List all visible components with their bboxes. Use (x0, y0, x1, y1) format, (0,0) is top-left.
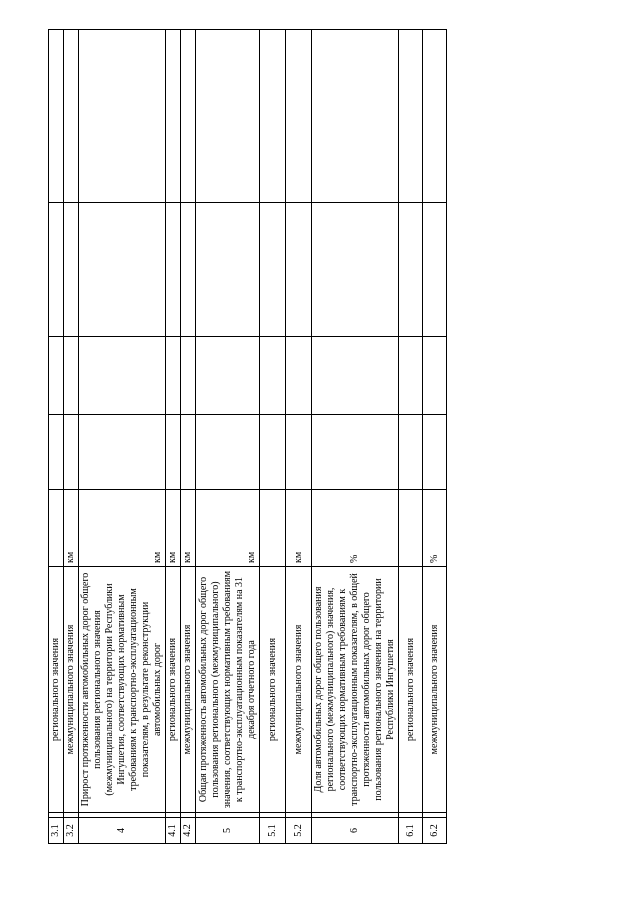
narrow-cell (181, 813, 196, 818)
indicator-name: Общая протяженность автомобильных дорог общего пользования регионального (межмуниципального) значения, соответствующих нормативным требованиям к транспортно-эксплуатационным показателям на 31 декабря отчетного года (196, 567, 260, 813)
unit-cell: км (64, 490, 79, 567)
value-cell (286, 337, 312, 415)
row-number: 4.1 (166, 818, 181, 844)
value-cell (49, 203, 64, 337)
unit-cell (399, 490, 423, 567)
table-row (423, 30, 447, 844)
unit-cell (260, 490, 286, 567)
row-number: 5.2 (286, 818, 312, 844)
narrow-cell (423, 813, 447, 818)
value-cell (79, 203, 166, 337)
value-cell (399, 415, 423, 490)
unit-cell: км (79, 490, 166, 567)
narrow-cell (286, 813, 312, 818)
value-cell (64, 203, 79, 337)
indicator-name: регионального значения (166, 567, 181, 813)
document-page (48, 30, 440, 844)
value-cell (166, 30, 181, 203)
value-cell (399, 203, 423, 337)
value-cell (49, 30, 64, 203)
indicator-name: регионального значения (49, 567, 64, 813)
indicator-name: межмуниципального значения (64, 567, 79, 813)
row-number: 6.1 (399, 818, 423, 844)
narrow-cell (166, 813, 181, 818)
value-cell (196, 30, 260, 203)
value-cell (286, 203, 312, 337)
value-cell (286, 30, 312, 203)
rotated-table-container (48, 30, 440, 844)
indicators-table (48, 29, 447, 844)
value-cell (312, 203, 399, 337)
narrow-cell (196, 813, 260, 818)
narrow-cell (49, 813, 64, 818)
table-row (64, 30, 79, 844)
table-row (79, 30, 166, 844)
value-cell (423, 337, 447, 415)
value-cell (196, 337, 260, 415)
narrow-cell (312, 813, 399, 818)
table-row (312, 30, 399, 844)
value-cell (166, 415, 181, 490)
row-number: 4.2 (181, 818, 196, 844)
value-cell (399, 337, 423, 415)
table-row (286, 30, 312, 844)
value-cell (399, 30, 423, 203)
indicator-name: регионального значения (399, 567, 423, 813)
indicator-name: межмуниципального значения (423, 567, 447, 813)
indicator-name: межмуниципального значения (181, 567, 196, 813)
value-cell (260, 415, 286, 490)
value-cell (312, 30, 399, 203)
unit-cell: км (286, 490, 312, 567)
value-cell (423, 30, 447, 203)
value-cell (312, 337, 399, 415)
table-row (49, 30, 64, 844)
value-cell (79, 30, 166, 203)
indicator-name: межмуниципального значения (286, 567, 312, 813)
value-cell (64, 30, 79, 203)
indicator-name: Доля автомобильных дорог общего пользования регионального (межмуниципального) значения, соответствующих нормативным требованиям к транспортно-эксплуатационным показателям, в общей протяженности автомобильных дорог общего пользования регионального значения на территории Республики Ингушетия (312, 567, 399, 813)
value-cell (260, 337, 286, 415)
value-cell (260, 30, 286, 203)
narrow-cell (260, 813, 286, 818)
value-cell (64, 337, 79, 415)
value-cell (49, 337, 64, 415)
table-row (260, 30, 286, 844)
value-cell (423, 415, 447, 490)
unit-cell: км (196, 490, 260, 567)
value-cell (64, 415, 79, 490)
table-row (181, 30, 196, 844)
value-cell (181, 203, 196, 337)
value-cell (49, 415, 64, 490)
value-cell (181, 337, 196, 415)
value-cell (181, 30, 196, 203)
row-number: 4 (79, 818, 166, 844)
row-number: 5 (196, 818, 260, 844)
indicator-name: Прирост протяженности автомобильных дорог общего пользования регионального значения (межмуниципального) на территории Республики Ингушетия, соответствующих нормативным требованиям к транспортно-эксплуатационным показателям, в результате реконструкции автомобильных дорог (79, 567, 166, 813)
table-row (399, 30, 423, 844)
value-cell (79, 337, 166, 415)
unit-cell: км (181, 490, 196, 567)
value-cell (286, 415, 312, 490)
value-cell (166, 203, 181, 337)
unit-cell: % (423, 490, 447, 567)
value-cell (166, 337, 181, 415)
row-number: 3.2 (64, 818, 79, 844)
narrow-cell (399, 813, 423, 818)
indicator-name: регионального значения (260, 567, 286, 813)
value-cell (181, 415, 196, 490)
value-cell (196, 203, 260, 337)
row-number: 5.1 (260, 818, 286, 844)
row-number: 3.1 (49, 818, 64, 844)
row-number: 6.2 (423, 818, 447, 844)
narrow-cell (64, 813, 79, 818)
narrow-cell (79, 813, 166, 818)
value-cell (196, 415, 260, 490)
value-cell (260, 203, 286, 337)
value-cell (312, 415, 399, 490)
unit-cell: км (166, 490, 181, 567)
unit-cell (49, 490, 64, 567)
table-row (196, 30, 260, 844)
value-cell (423, 203, 447, 337)
unit-cell: % (312, 490, 399, 567)
value-cell (79, 415, 166, 490)
table-row (166, 30, 181, 844)
row-number: 6 (312, 818, 399, 844)
